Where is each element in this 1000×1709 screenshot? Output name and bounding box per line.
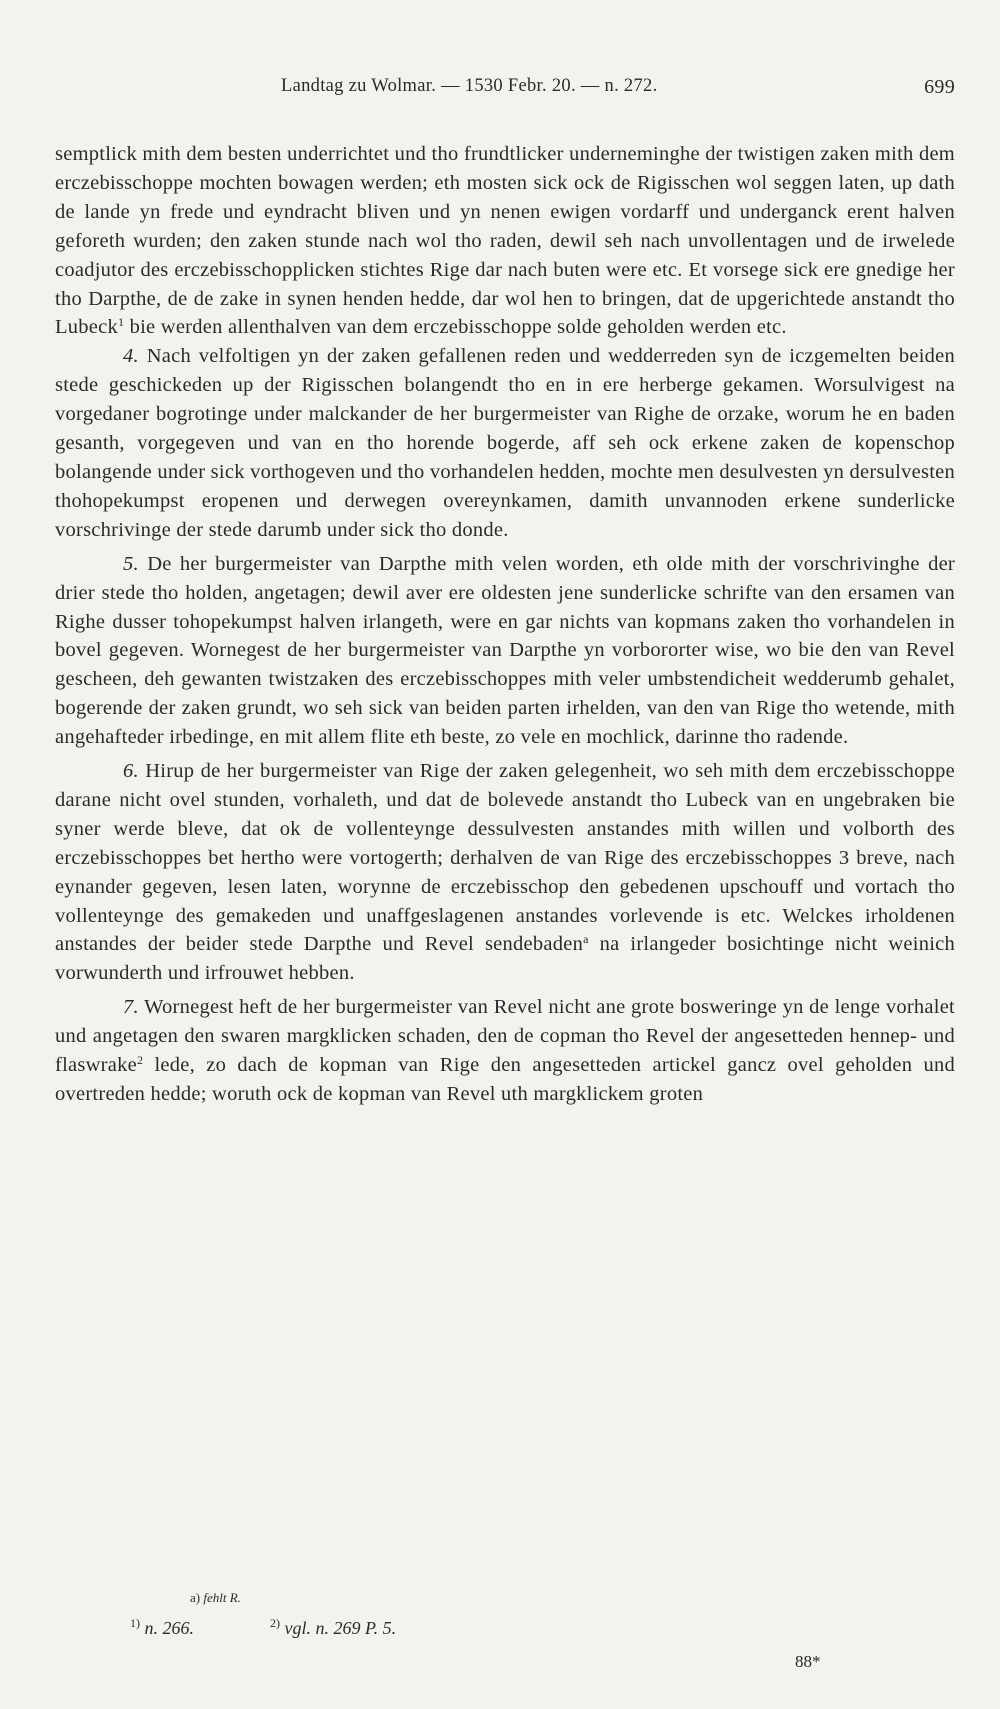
- paragraph-text: Nach velfoltigen yn der zaken gefallenen reden und wedderreden syn de iczgemelten beiden stede geschickeden up der Rigisschen bolangendt tho en in ere herberge gekamen. Worsulvigest na vorgedaner bogrotinge under malckander de her burgermeister van Righe de orzake, worum he en baden gesanth, vorgegeven und van en tho horende bogerde, aff seh ock erkene zaken de kopenschop bolangende under sick vorthogeven und tho vorhandelen hedden, mochte men desulvesten yn dersulvesten thohopekumpst eropenen und derwegen overeynkamen, damith unvannoden erkene sunderlicke vorschrivinge der stede darumb under sick tho donde.: [55, 345, 956, 541]
- running-header: [55, 76, 955, 106]
- footnote-a: [190, 1590, 241, 1606]
- footnote-1: [130, 1618, 194, 1639]
- section-number: 7.: [123, 996, 139, 1019]
- footnote-1-text: n. 266.: [144, 1618, 194, 1638]
- paragraph-text: Wornegest heft de her burgermeister van Revel nicht ane grote bosweringe yn de lenge vorhalet und angetagen den swaren margklicken schaden, den de copman tho Revel der angesetteden hennep- und flaswrake: [55, 996, 955, 1077]
- footnote-a-label: a): [190, 1590, 201, 1605]
- main-text: [55, 140, 955, 1109]
- footnote-ref-1: 1: [117, 315, 125, 330]
- paragraph-text: lede, zo dach de kopman van Rige den angesetteden artickel gancz ovel geholden und overtreden hedde; woruth ock de kopman van Revel uth margklickem groten: [55, 1054, 955, 1105]
- footnote-2-label: 2): [270, 1616, 280, 1630]
- footnote-ref-2: 2: [136, 1053, 144, 1068]
- footnote-2: [270, 1618, 396, 1639]
- page-number: 699: [924, 76, 955, 98]
- section-6: [55, 757, 955, 988]
- paragraph-text: De her burgermeister van Darpthe mith velen worden, eth olde mith der vorschrivinghe der drier stede tho holden, angetagen; dewil aver ere oldesten jene sunderlicke schrifte van den ersamen van Righe dusser tohopekumpst halven irlangeth, were en gar nichts van kopmans zaken tho vorhandelen in bovel gegeven. Wornegest de her burgermeister van Darpthe yn vorbororter wise, wo bie den van Revel gescheen, deh gewanten twistzaken des erczebisschoppes mith veler umbstendicheit wedderumb gehalet, bogerende der zaken grundt, wo seh sick van beiden parten irhelden, van den van Rige tho wetende, mith angehafteder irbedinge, en mit allem flite eth beste, zo vele en mochlick, darinne tho radende.: [55, 552, 955, 749]
- section-number: 5.: [123, 552, 139, 575]
- footnote-1-label: 1): [130, 1616, 140, 1630]
- paragraph-text: semptlick mith dem besten underrichtet und tho frundtlicker underneminghe der twistigen zaken mith dem erczebisschoppe mochten bowagen werden; eth mosten sick ock de Rigisschen wol seggen laten, up dath de lande yn frede und eyndracht bliven und yn nenen ewigen vordarff und underganck erent halven geforeth wurden; den zaken stunde nach wol tho raden, dewil seh nach unvollentagen und de irwelede coadjutor des erczebisschopplicken stichtes Rige dar nach buten were etc. Et vorsege sick ere gnedige her tho Darpthe, de de zake in synen henden hedde, dar wol hen to bringen, dat de upgerichtede anstandt tho Lubeck: [55, 143, 955, 339]
- footnote-2-text: vgl. n. 269 P. 5.: [284, 1618, 397, 1638]
- running-title: Landtag zu Wolmar. — 1530 Febr. 20. — n. 272.: [281, 76, 658, 96]
- section-7: [55, 993, 955, 1109]
- footnote-a-text: fehlt R.: [203, 1590, 241, 1605]
- section-4: [55, 342, 955, 544]
- section-5: [55, 550, 955, 752]
- signature-mark: 88*: [795, 1652, 821, 1671]
- paragraph-text: Hirup de her burgermeister van Rige der zaken gelegenheit, wo seh mith dem erczebisschoppe darane nicht ovel stunden, vorhaleth, und dat de bolevede anstandt tho Lubeck van en ungebraken bie syner werde bleve, dat ok de vollenteynge dessulvesten anstandes mith willen und volborth des erczebisschoppes bet hertho were vortogerth; derhalven de van Rige des erczebisschoppes 3 breve, nach eynander gegeven, lesen laten, worynne de erczebisschop den gebedenen upschouff und vortach tho vollenteynge des gemakeden und unaffgeslagenen anstandes vorlevende is etc. Welckes irholdenen anstandes der beider stede Darpthe und Revel sendebaden: [55, 760, 955, 956]
- paragraph-text: bie werden allenthalven van dem erczebisschoppe solde geholden werden etc.: [124, 316, 787, 339]
- section-number: 6.: [123, 760, 139, 783]
- paragraph-text: na irlangeder bosichtinge nicht weinich vorwunderth und irfrouwet hebben.: [55, 933, 955, 985]
- footnote-ref-a: a: [583, 932, 589, 947]
- section-number: 4.: [123, 345, 139, 368]
- paragraph-continuation: [55, 140, 955, 342]
